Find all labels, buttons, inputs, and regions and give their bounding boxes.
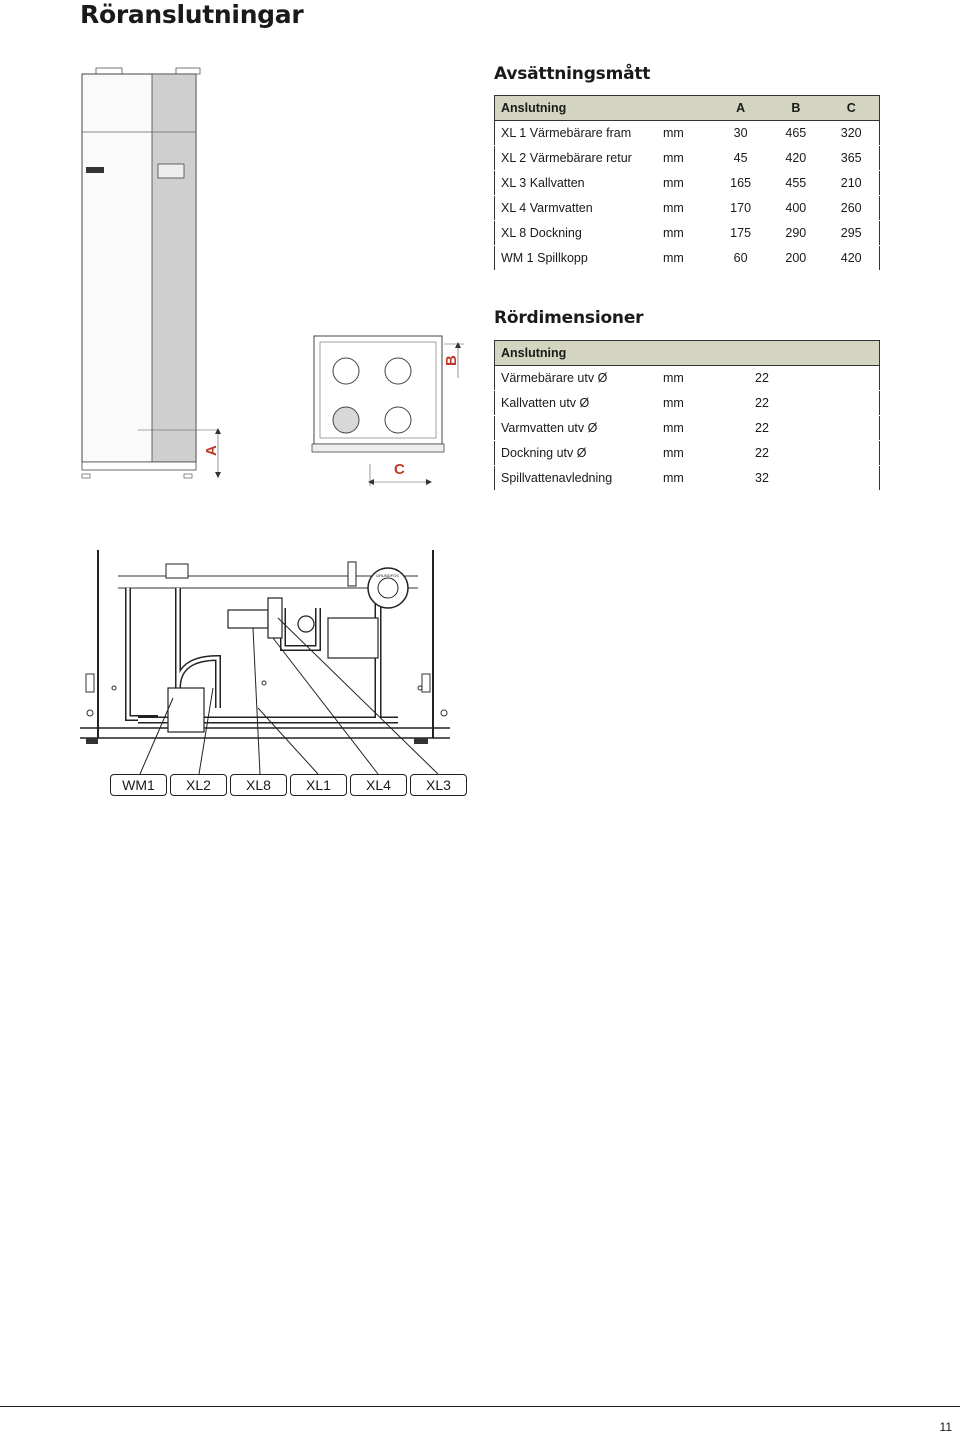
cell-name: Spillvattenavledning [495,466,658,491]
pipe-dimensions-table [494,340,880,491]
header-connection: Anslutning [495,96,658,121]
cell-a: 165 [713,171,768,196]
table-row [495,391,880,416]
callout-wm1: WM1 [110,774,167,796]
table-row [495,196,880,221]
pipe-dimensions-title: Rördimensioner [494,308,644,328]
table-header-row [495,96,880,121]
unit-top-view [308,326,468,490]
cell-name: XL 2 Värmebärare retur [495,146,658,171]
pump-label: GRUNDFOS [376,573,399,578]
page-number: 11 [939,1420,952,1434]
cell-unit: mm [657,416,749,441]
dimensions-title: Avsättningsmått [494,64,651,84]
cell-unit: mm [657,366,749,391]
cell-name: Dockning utv Ø [495,441,658,466]
cell-b: 400 [768,196,823,221]
cell-b: 455 [768,171,823,196]
piping-detail-drawing [78,548,458,778]
callout-xl8: XL8 [230,774,287,796]
cell-unit: mm [657,466,749,491]
page-title: Röranslutningar [80,0,304,29]
table-row [495,416,880,441]
table-row [495,221,880,246]
cell-b: 465 [768,121,823,146]
cell-c: 320 [823,121,879,146]
cell-c: 210 [823,171,879,196]
dimension-a-label: A [203,445,220,456]
cell-a: 175 [713,221,768,246]
cell-value: 22 [749,391,880,416]
cell-name: XL 8 Dockning [495,221,658,246]
header-c: C [823,96,879,121]
table-row [495,441,880,466]
table-row [495,146,880,171]
cell-unit: mm [657,441,749,466]
unit-front-view [78,66,228,486]
table-row [495,246,880,271]
header-connection: Anslutning [495,341,880,366]
cell-unit: mm [657,171,713,196]
cell-name: Varmvatten utv Ø [495,416,658,441]
cell-value: 22 [749,366,880,391]
cell-a: 45 [713,146,768,171]
cell-a: 60 [713,246,768,271]
cell-name: XL 3 Kallvatten [495,171,658,196]
dimensions-table [494,95,880,271]
cell-unit: mm [657,246,713,271]
cell-c: 420 [823,246,879,271]
cell-c: 365 [823,146,879,171]
cell-unit: mm [657,146,713,171]
cell-value: 22 [749,441,880,466]
table-row [495,171,880,196]
callout-xl3: XL3 [410,774,467,796]
header-b: B [768,96,823,121]
table-row [495,366,880,391]
table-row [495,121,880,146]
callout-xl2: XL2 [170,774,227,796]
cell-b: 420 [768,146,823,171]
cell-value: 32 [749,466,880,491]
cell-b: 290 [768,221,823,246]
header-a: A [713,96,768,121]
callout-xl4: XL4 [350,774,407,796]
cell-b: 200 [768,246,823,271]
cell-name: Kallvatten utv Ø [495,391,658,416]
cell-unit: mm [657,221,713,246]
callout-xl1: XL1 [290,774,347,796]
cell-unit: mm [657,196,713,221]
cell-name: XL 4 Varmvatten [495,196,658,221]
cell-unit: mm [657,121,713,146]
table-row [495,466,880,491]
cell-name: WM 1 Spillkopp [495,246,658,271]
dimension-b-label: B [443,355,460,366]
cell-a: 30 [713,121,768,146]
cell-name: XL 1 Värmebärare fram [495,121,658,146]
cell-value: 22 [749,416,880,441]
footer-rule [0,1406,960,1407]
header-unit [657,96,713,121]
cell-c: 260 [823,196,879,221]
cell-name: Värmebärare utv Ø [495,366,658,391]
cell-a: 170 [713,196,768,221]
table-header-row [495,341,880,366]
cell-c: 295 [823,221,879,246]
cell-unit: mm [657,391,749,416]
dimension-c-label: C [394,461,405,478]
